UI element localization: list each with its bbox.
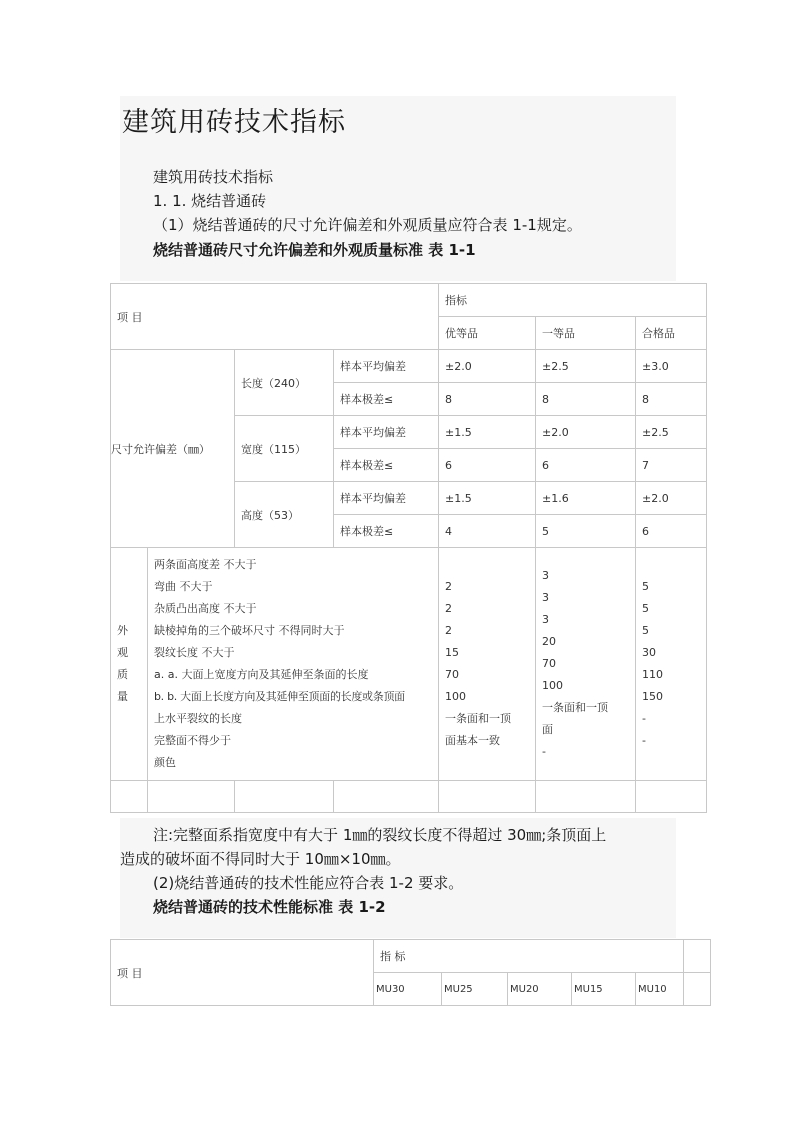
- value: 2: [445, 602, 452, 615]
- value: 5: [642, 580, 649, 593]
- subtitle: 建筑用砖技术指标: [153, 168, 274, 186]
- value: -: [542, 745, 546, 758]
- table1-caption: 烧结普通砖尺寸允许偏差和外观质量标准 表 1-1: [153, 241, 476, 259]
- table-cell: ±1.6: [536, 482, 636, 515]
- value: 70: [542, 657, 556, 670]
- grade-header: 一等品: [536, 317, 636, 350]
- index-header: 指标: [439, 284, 707, 317]
- table-cell: ±2.0: [536, 416, 636, 449]
- value: 面: [542, 723, 553, 736]
- value: -: [642, 734, 646, 747]
- value: 100: [542, 679, 563, 692]
- row-label: 样本平均偏差: [334, 482, 439, 515]
- table-1: [110, 283, 707, 813]
- dimension-label: 高度（53）: [235, 482, 334, 548]
- value: 20: [542, 635, 556, 648]
- quality-item: 弯曲 不大于: [154, 580, 213, 593]
- appearance-quality-label: [111, 548, 148, 781]
- page-title: 建筑用砖技术指标: [122, 107, 346, 138]
- value: 3: [542, 569, 549, 582]
- table-cell: 6: [636, 515, 707, 548]
- empty-cell: [684, 973, 711, 1006]
- empty-cell: [536, 781, 636, 813]
- quality-item: b. b. 大面上长度方向及其延伸至顶面的长度或条顶面: [154, 690, 405, 703]
- grade-header: MU10: [636, 973, 684, 1006]
- value: 110: [642, 668, 663, 681]
- value: -: [642, 712, 646, 725]
- value: 15: [445, 646, 459, 659]
- value: 一条面和一顶: [445, 712, 511, 725]
- value: 100: [445, 690, 466, 703]
- row-label: 样本平均偏差: [334, 416, 439, 449]
- table-cell: 6: [439, 449, 536, 482]
- table-cell: ±1.5: [439, 482, 536, 515]
- table-cell: 5: [536, 515, 636, 548]
- index-header: 指 标: [374, 940, 684, 973]
- table-cell: 4: [439, 515, 536, 548]
- grade-header: 优等品: [439, 317, 536, 350]
- quality-item: 杂质凸出高度 不大于: [154, 602, 257, 615]
- empty-cell: [334, 781, 439, 813]
- paragraph-2: (2)烧结普通砖的技术性能应符合表 1-2 要求。: [153, 874, 464, 892]
- label-char: 观: [117, 646, 128, 659]
- section-heading: 1. 1. 烧结普通砖: [153, 192, 267, 210]
- table-cell: ±2.0: [636, 482, 707, 515]
- quality-item: 缺棱掉角的三个破坏尺寸 不得同时大于: [154, 624, 345, 637]
- item-header: 项 目: [111, 284, 439, 350]
- empty-cell: [439, 781, 536, 813]
- table-cell: 8: [536, 383, 636, 416]
- quality-item: 裂纹长度 不大于: [154, 646, 235, 659]
- table-cell: 7: [636, 449, 707, 482]
- table-cell: 8: [636, 383, 707, 416]
- quality-item: a. a. 大面上宽度方向及其延伸至条面的长度: [154, 668, 369, 681]
- note-line-2: 造成的破坏面不得同时大于 10㎜×10㎜。: [120, 850, 401, 868]
- empty-cell: [148, 781, 235, 813]
- paragraph-1: （1）烧结普通砖的尺寸允许偏差和外观质量应符合表 1-1规定。: [153, 216, 582, 234]
- table-2: [110, 939, 711, 1006]
- size-deviation-label: 尺寸允许偏差（㎜）: [111, 350, 235, 548]
- note-line-1: 注:完整面系指宽度中有大于 1㎜的裂纹长度不得超过 30㎜;条顶面上: [153, 826, 607, 844]
- label-char: 外: [117, 624, 128, 637]
- table-cell: ±2.5: [636, 416, 707, 449]
- table-cell: 8: [439, 383, 536, 416]
- value: 70: [445, 668, 459, 681]
- label-char: 质: [117, 668, 128, 681]
- table-cell: ±2.5: [536, 350, 636, 383]
- label-char: 量: [117, 690, 128, 703]
- table-cell: ±2.0: [439, 350, 536, 383]
- value: 5: [642, 602, 649, 615]
- row-label: 样本平均偏差: [334, 350, 439, 383]
- row-label: 样本极差≤: [334, 515, 439, 548]
- row-label: 样本极差≤: [334, 383, 439, 416]
- table2-caption: 烧结普通砖的技术性能标准 表 1-2: [153, 898, 386, 916]
- empty-cell: [636, 781, 707, 813]
- value: 2: [445, 624, 452, 637]
- grade-header: MU20: [508, 973, 572, 1006]
- value: 150: [642, 690, 663, 703]
- quality-item: 两条面高度差 不大于: [154, 558, 257, 571]
- empty-cell: [111, 781, 148, 813]
- value: 5: [642, 624, 649, 637]
- empty-cell: [235, 781, 334, 813]
- table-cell: ±3.0: [636, 350, 707, 383]
- grade-header: 合格品: [636, 317, 707, 350]
- value: 面基本一致: [445, 734, 500, 747]
- row-label: 样本极差≤: [334, 449, 439, 482]
- value: 一条面和一顶: [542, 701, 608, 714]
- dimension-label: 长度（240）: [235, 350, 334, 416]
- item-header: 项 目: [111, 940, 374, 1006]
- dimension-label: 宽度（115）: [235, 416, 334, 482]
- value: 30: [642, 646, 656, 659]
- grade-header: MU30: [374, 973, 442, 1006]
- value: 3: [542, 613, 549, 626]
- table-cell: 6: [536, 449, 636, 482]
- quality-items: [148, 548, 439, 781]
- quality-values-premium: [439, 548, 536, 781]
- quality-item: 颜色: [154, 756, 176, 769]
- quality-item: 完整面不得少于: [154, 734, 231, 747]
- value: 3: [542, 591, 549, 604]
- quality-values-first-grade: [536, 548, 636, 781]
- value: 2: [445, 580, 452, 593]
- quality-item: 上水平裂纹的长度: [154, 712, 242, 725]
- quality-values-qualified: [636, 548, 707, 781]
- table-cell: ±1.5: [439, 416, 536, 449]
- grade-header: MU15: [572, 973, 636, 1006]
- empty-cell: [684, 940, 711, 973]
- grade-header: MU25: [442, 973, 508, 1006]
